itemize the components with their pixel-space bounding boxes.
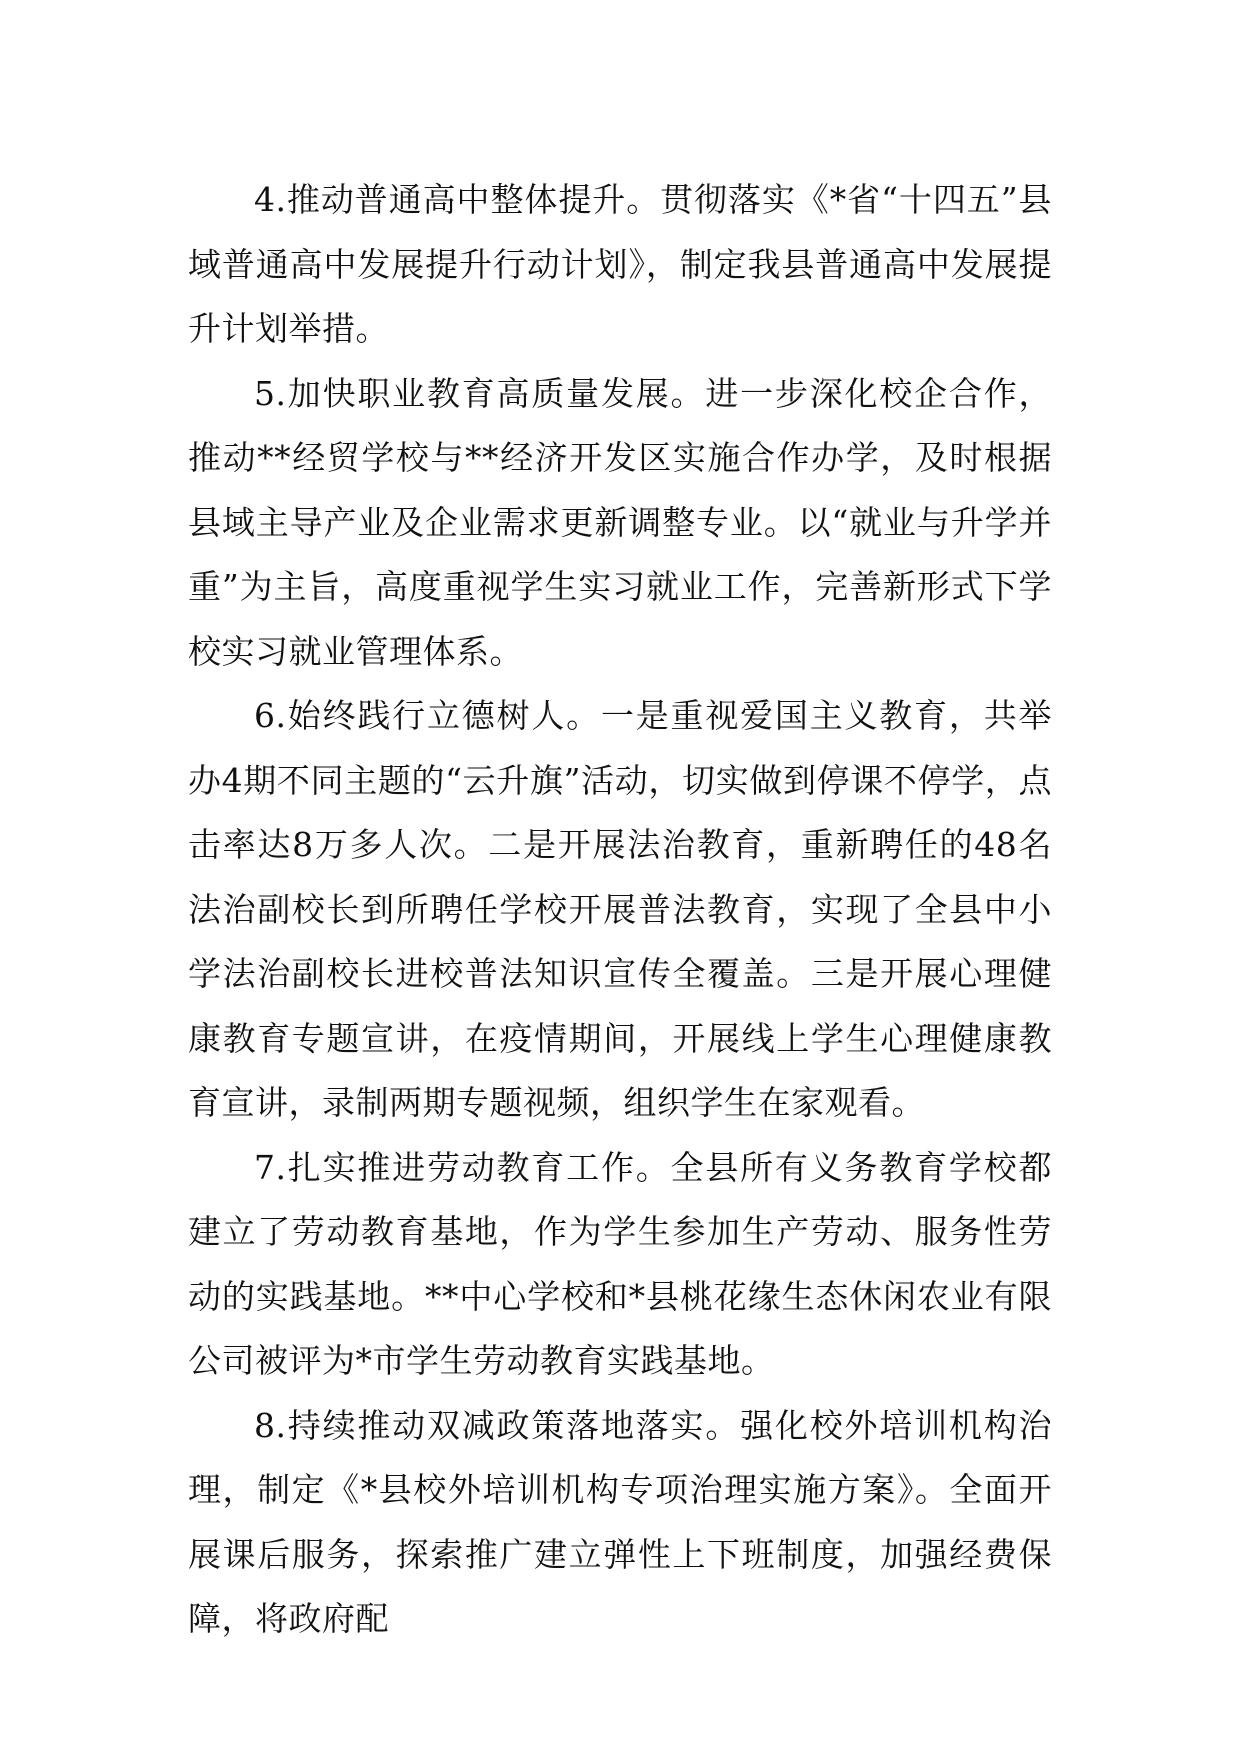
paragraph-item-5: 5.加快职业教育高质量发展。进一步深化校企合作，推动**经贸学校与**经济开发区实施合作办学，及时根据县域主导产业及企业需求更新调整专业。以“就业与升学并重”为主旨，高度重视学生实习就业工作，完善新形式下学校实习就业管理体系。 — [188, 373, 1052, 671]
paragraph-item-6: 6.始终践行立德树人。一是重视爱国主义教育，共举办4期不同主题的“云升旗”活动，切实做到停课不停学，点击率达8万多人次。二是开展法治教育，重新聘任的48名法治副校长到所聘任学校开展普法教育，实现了全县中小学法治副校长进校普法知识宣传全覆盖。三是开展心理健康教育专题宣讲，在疫情期间，开展线上学生心理健康教育宣讲，录制两期专题视频，组织学生在家观看。 — [188, 696, 1052, 1122]
paragraph-item-8: 8.持续推动双减政策落地落实。强化校外培训机构治理，制定《*县校外培训机构专项治理实施方案》。全面开展课后服务，探索推广建立弹性上下班制度，加强经费保障，将政府配 — [188, 1405, 1052, 1638]
paragraph-item-4: 4.推动普通高中整体提升。贯彻落实《*省“十四五”县域普通高中发展提升行动计划》，制定我县普通高中发展提升计划举措。 — [188, 180, 1052, 348]
document-page — [188, 168, 1052, 1652]
paragraph-item-7: 7.扎实推进劳动教育工作。全县所有义务教育学校都建立了劳动教育基地，作为学生参加生产劳动、服务性劳动的实践基地。**中心学校和*县桃花缘生态休闲农业有限公司被评为*市学生劳动教育实践基地。 — [188, 1147, 1052, 1380]
